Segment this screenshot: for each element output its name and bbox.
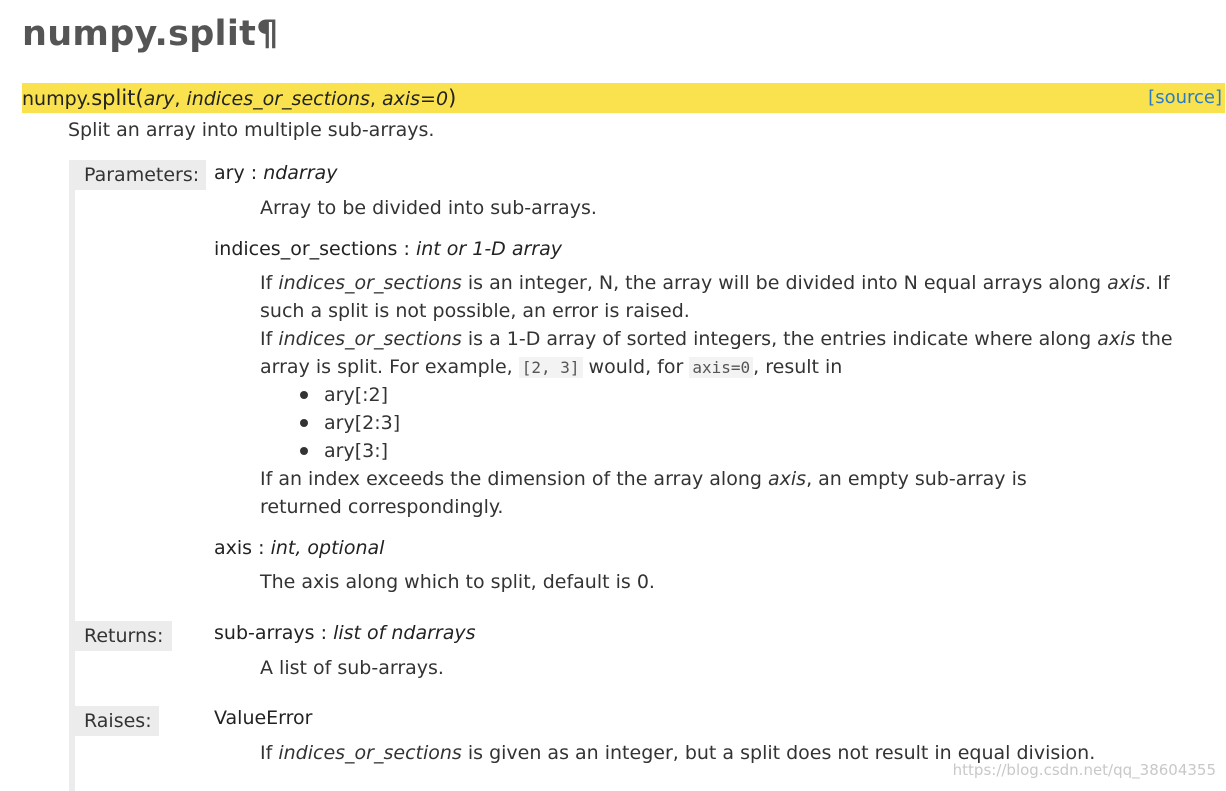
returns-desc: A list of sub-arrays.: [260, 657, 444, 679]
source-link[interactable]: [source]: [1148, 87, 1222, 108]
param-ref: axis: [1107, 272, 1146, 294]
text: If: [260, 272, 279, 294]
param-ref: axis: [1097, 328, 1136, 350]
watermark: https://blog.csdn.net/qq_38604355: [952, 761, 1216, 779]
signature-sep: ,: [174, 88, 187, 110]
text: If: [260, 742, 279, 764]
param-name: ary: [214, 162, 245, 184]
signature-param-axis: axis=0: [381, 88, 449, 110]
returns-term: [214, 622, 476, 644]
param-ref: indices_or_sections: [278, 272, 462, 294]
param-indices-desc-2: [260, 325, 1210, 382]
return-sep: :: [314, 622, 334, 644]
bullet-icon: [300, 419, 308, 427]
signature-param-ary: ary: [143, 88, 175, 110]
signature-module: numpy.: [22, 88, 92, 110]
bullet-icon: [300, 391, 308, 399]
signature-function-name: split: [91, 86, 136, 110]
text: is a 1-D array of sorted integers, the entries indicate where along: [461, 328, 1098, 350]
param-type: ndarray: [263, 162, 338, 184]
text: the array is split. For example,: [260, 328, 1173, 378]
field-list-strip: [69, 160, 75, 791]
signature-open-paren: (: [135, 86, 144, 110]
param-indices-desc-1: [260, 269, 1210, 325]
text: . If such a split is not possible, an error is raised.: [260, 272, 1170, 322]
text: If: [260, 328, 279, 350]
text: is given as an integer, but a split does not result in equal division.: [461, 742, 1096, 764]
signature-sep: ,: [369, 88, 382, 110]
function-signature: [22, 83, 1225, 113]
param-axis-desc: The axis along which to split, default is 0.: [260, 571, 655, 593]
return-type: list of ndarrays: [333, 622, 476, 644]
param-indices-term: [214, 238, 562, 260]
param-type: int, optional: [270, 537, 385, 559]
param-sep: :: [244, 162, 264, 184]
return-name: sub-arrays: [214, 622, 315, 644]
list-item: [300, 409, 400, 437]
split-result-list: [300, 381, 400, 465]
param-ary-desc: Array to be divided into sub-arrays.: [260, 197, 597, 219]
param-ref: indices_or_sections: [278, 742, 462, 764]
raises-label: Raises:: [75, 706, 159, 736]
param-axis-term: [214, 537, 384, 559]
inline-code: [2, 3]: [519, 357, 583, 378]
returns-label: Returns:: [75, 621, 172, 651]
text: is an integer, N, the array will be divided into N equal arrays along: [461, 272, 1108, 294]
raises-term: ValueError: [214, 707, 313, 729]
param-indices-desc-3: [260, 465, 1080, 521]
parameters-label: Parameters:: [75, 160, 206, 190]
param-name: axis: [214, 537, 253, 559]
signature-param-indices: indices_or_sections: [186, 88, 370, 110]
param-name: indices_or_sections: [214, 238, 398, 260]
param-sep: :: [397, 238, 416, 260]
page-title: numpy.split¶: [22, 14, 279, 54]
text: , an empty sub-array is returned correspondingly.: [260, 468, 1027, 518]
param-ref: indices_or_sections: [278, 328, 462, 350]
text: would, for: [582, 356, 690, 378]
text: If an index exceeds the dimension of the array along: [260, 468, 768, 490]
inline-code: axis=0: [689, 357, 753, 378]
list-item: [300, 437, 400, 465]
function-summary: Split an array into multiple sub-arrays.: [68, 119, 435, 141]
bullet-icon: [300, 447, 308, 455]
param-ref: axis: [767, 468, 807, 490]
param-sep: :: [252, 537, 271, 559]
list-item-text: ary[3:]: [324, 440, 389, 462]
param-type: int or 1-D array: [415, 238, 563, 260]
param-ary-term: [214, 162, 337, 184]
signature-close-paren: ): [448, 86, 457, 110]
list-item-text: ary[2:3]: [324, 412, 401, 434]
list-item-text: ary[:2]: [324, 384, 389, 406]
list-item: [300, 381, 400, 409]
text: , result in: [753, 356, 843, 378]
